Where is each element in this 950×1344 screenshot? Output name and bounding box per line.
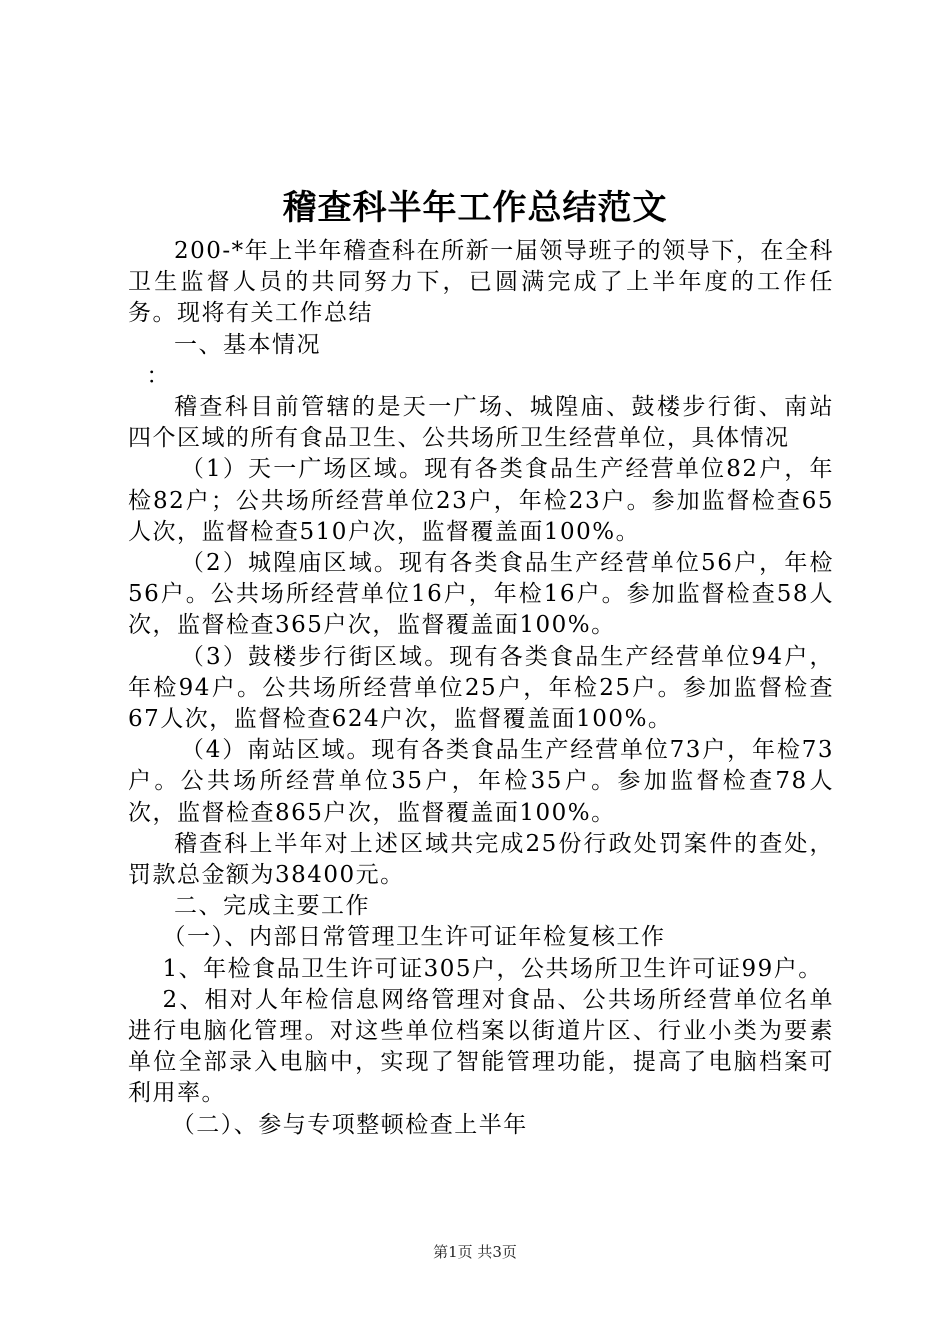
jurisdiction-paragraph: 稽查科目前管辖的是天一广场、城隍庙、鼓楼步行街、南站四个区域的所有食品卫生、公共场所卫生经营单位，具体情况 bbox=[128, 394, 834, 452]
penalty-summary-paragraph: 稽查科上半年对上述区域共完成25份行政处罚案件的查处，罚款总金额为38400元。 bbox=[128, 830, 834, 889]
region-paragraph-tianyi-square: （1）天一广场区域。现有各类食品生产经营单位82户，年检82户；公共场所经营单位23户，年检23户。参加监督检查65人次，监督检查510户次，监督覆盖面100%。 bbox=[128, 456, 834, 545]
page-title: 稽查科半年工作总结范文 bbox=[282, 188, 668, 228]
region-paragraph-gulou-street: （3）鼓楼步行街区域。现有各类食品生产经营单位94户，年检94户。公共场所经营单位25户，年检25户。参加监督检查67人次，监督检查624户次，监督覆盖面100%。 bbox=[128, 643, 834, 733]
intro-paragraph: 200-*年上半年稽查科在所新一届领导班子的领导下，在全科卫生监督人员的共同努力下，已圆满完成了上半年度的工作任务。现将有关工作总结 bbox=[128, 238, 834, 327]
section-heading-basic-situation: 一、基本情况 bbox=[174, 331, 321, 358]
item-network-management: 2、相对人年检信息网络管理对食品、公共场所经营单位名单进行电脑化管理。对这些单位档案以街道片区、行业小类为要素单位全部录入电脑中，实现了智能管理功能，提高了电脑档案可利用率。 bbox=[128, 986, 834, 1107]
subsection-heading-license-review: （一）、内部日常管理卫生许可证年检复核工作 bbox=[162, 924, 666, 951]
region-paragraph-south-station: （4）南站区域。现有各类食品生产经营单位73户，年检73户。公共场所经营单位35户，年检35户。参加监督检查78人次，监督检查865户次，监督覆盖面100%。 bbox=[128, 737, 834, 826]
region-paragraph-chenghuang-temple: （2）城隍庙区域。现有各类食品生产经营单位56户，年检56户。公共场所经营单位16户，年检16户。参加监督检查58人次，监督检查365户次，监督覆盖面100%。 bbox=[128, 550, 834, 639]
page-number-footer: 第1页 共3页 bbox=[433, 1243, 517, 1261]
subsection-heading-special-inspection: （二）、参与专项整顿检查上半年 bbox=[171, 1111, 528, 1138]
colon-line: ： bbox=[146, 362, 171, 389]
item-license-count: 1、年检食品卫生许可证305户，公共场所卫生许可证99户。 bbox=[162, 955, 823, 982]
section-heading-main-work: 二、完成主要工作 bbox=[174, 893, 370, 920]
document-body bbox=[128, 236, 834, 1141]
